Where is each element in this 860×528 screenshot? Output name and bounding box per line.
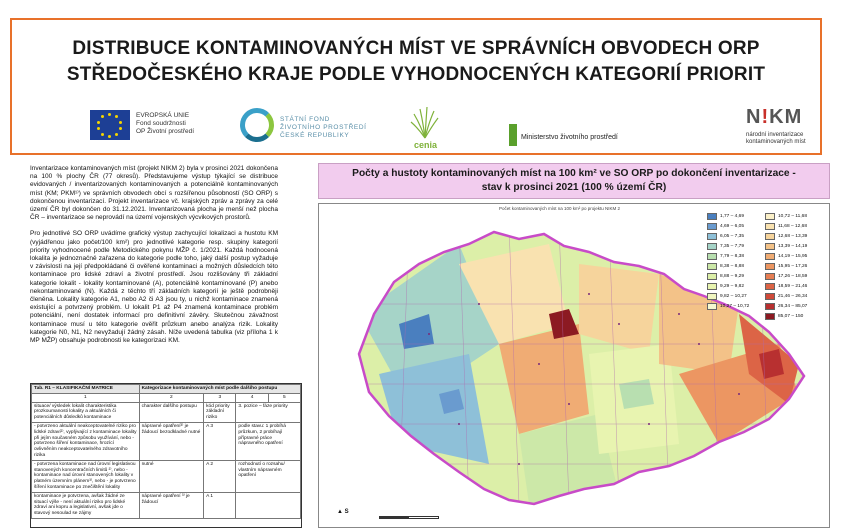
title-line-2: STŘEDOČESKÉHO KRAJE PODLE VYHODNOCENÝCH KATEGORIÍ PRIORIT (66, 64, 766, 85)
legend-item (765, 232, 807, 241)
legend-swatch (707, 223, 717, 230)
logo-strip (12, 106, 820, 154)
row1-action (139, 422, 204, 460)
legend-swatch (765, 263, 775, 270)
map-subtitle: Počet kontaminovaných míst na 100 km² po projektu NIKM 2 (499, 206, 621, 211)
col-header-3 (204, 402, 236, 422)
nikm-line-2: kontaminovaných míst (746, 139, 806, 145)
legend-item (765, 282, 807, 291)
legend-item (707, 212, 744, 221)
legend-swatch (707, 283, 717, 290)
legend-label: 7,79 – 8,38 (720, 254, 745, 259)
row1-action-a: nápravné opatření³⁾ je žádoucí (141, 423, 189, 435)
legend-swatch (707, 243, 717, 250)
row1-code-b: 3 (210, 423, 214, 429)
nikm-logo-text (746, 132, 806, 146)
legend-item (707, 262, 744, 271)
legend-swatch (765, 253, 775, 260)
sfzp-logo-text (280, 116, 367, 140)
nikm-suffix: KM (769, 106, 803, 128)
intro-paragraph-2: Pro jednotlivé SO ORP uvádíme grafický výstup zachycující lokalizaci a hustotu KM (vyjádřenou jako počet/100 km²) pro jednotlivé kategorie resp. skupiny kategorií priority vyhodnocené podle Metodického pokynu MŽP č. 1/2021. Každá hodnocená lokalita je jednoznačně zařazena do kategorie podle toho, jaký další postup vyžaduje v závislosti na její předpokládané či ověřené kontaminaci a možných důsledcích této kontaminace pro lidské zdraví a životní prostředí. Jsou rozlišovány tři základní kategorie lokalit - lokality kontaminované (A), potenciálně kontaminované (P) anebo nekontaminované (N). Každá z těchto tří základních kategorií je ještě podrobněji členěna. Lokality kategorie A1, nebo A2 či A3 jsou ty, u nichž kontaminace znamená existující a potvrzený problém. U lokalit P1 až P4 znamená kontaminace problém potenciální, není dostatek informací pro definitivní závěry. Skutečnou závažnost kontaminace musí u této kategorie ověřit průzkum anebo analýza rizik. Lokality kategorie N0, N1, N2 nevyžadují žádný zásah. Níže uvedená tabulka (viz příloha 1 k MP MŽP) obsahuje podrobnosti ke kategorizaci KM. (30, 230, 278, 345)
legend-item (765, 252, 807, 261)
scale-bar (379, 516, 439, 519)
legend-swatch (765, 213, 775, 220)
mzp-logo-text: Ministerstvo životního prostředí (521, 134, 618, 141)
map-title-line-2: stav k prosinci 2021 (100 % území ČR) (481, 182, 667, 193)
col-num-2: 2 (139, 393, 204, 402)
row3-action: nápravné opatření ³⁾ je žádoucí (139, 492, 204, 518)
legend-swatch (707, 233, 717, 240)
legend-label: 6,05 – 7,35 (720, 234, 745, 239)
intro-paragraph-1: Inventarizace kontaminovaných míst (projekt NIKM 2) byla v prosinci 2021 dokončena na 100 % plochy ČR (77 okresů). Představujeme výstup týkající se distribuce evidovaných / inventarizovaných kontaminovaných a potenciálně kontaminovaných míst (KM; PKM¹⁾) ve správních obvodech obcí s rozšířenou působností (SO ORP) s dokončenou inventarizací. Projekt inventarizace vč. krajských zpráv a zprávy za celé území ČR byl dokončen do 31.12.2021. Inventarizovaná plocha je menší než plocha ČR – inventarizace se neprovádí na území vojenských výcvikových prostorů. (30, 165, 278, 222)
col-num-1: 1 (32, 393, 140, 402)
legend-label: 10,72 – 11,68 (778, 214, 807, 219)
row2-action: nutné (139, 460, 204, 492)
row3-situation: kontaminace je potvrzena, avšak žádné ze situací výše - není aktuální riziko pro lidské zdraví ani kopru a legislativní, avšak jde o stavový nesoulad se zájmy (32, 492, 140, 518)
legend-label: 26,34 – 85,07 (778, 304, 808, 309)
col-header-4: 3. pozice – fáze priority (236, 402, 301, 422)
legend-label: 11,68 – 12,68 (778, 224, 807, 229)
legend-label: 15,95 – 17,26 (778, 264, 808, 269)
legend-item (765, 262, 807, 271)
nikm-wordmark (746, 106, 802, 129)
sfzp-line-2: ŽIVOTNÍHO PROSTŘEDÍ (280, 124, 367, 131)
eu-line-1: EVROPSKÁ UNIE (136, 112, 190, 119)
eu-logo (84, 106, 234, 154)
row2-code-b: 2 (210, 461, 214, 467)
sfzp-circle-icon (240, 108, 274, 142)
table-row (32, 492, 301, 518)
legend-swatch (765, 303, 775, 310)
north-label: S (344, 509, 349, 515)
col-header-2: charakter dalšího postupu (139, 402, 204, 422)
cenia-spark-icon (410, 106, 440, 140)
legend-item (707, 242, 744, 251)
legend-swatch (765, 233, 775, 240)
legend-label: 14,19 – 15,95 (778, 254, 808, 259)
legend-item (707, 282, 744, 291)
legend-label: 7,35 – 7,79 (720, 244, 745, 249)
legend-item (765, 302, 807, 311)
mzp-bar-icon (509, 124, 517, 146)
legend-label: 18,59 – 21,46 (778, 284, 808, 289)
legend-item (707, 302, 749, 311)
row3-code-b: 1 (210, 493, 214, 499)
legend-item (765, 292, 807, 301)
col-num-5: 5 (268, 393, 300, 402)
legend-item (765, 212, 807, 221)
title-line-1: DISTRIBUCE KONTAMINOVANÝCH MÍST VE SPRÁVNÍCH OBVODECH ORP (72, 38, 760, 59)
cenia-wordmark: cenia (414, 140, 438, 150)
legend-label: 12,68 – 13,39 (778, 234, 808, 239)
legend-swatch (707, 213, 717, 220)
row3-code-a: A (206, 493, 210, 499)
legend-item (765, 222, 807, 231)
legend-label: 4,69 – 6,05 (720, 224, 745, 229)
legend-label: 9,82 – 10,27 (720, 294, 747, 299)
map-graphic (319, 204, 829, 527)
legend-swatch (765, 283, 775, 290)
row1-situation: - potvrzeno aktuální neakceptovatelné riziko pro lidské zdraví²⁾, vyplývající z kontaminace lokality při jejím současném způsobu využívání, nebo - potvrzeno šíření kontaminace, hrozící ovlivněním neakceptovatelného zdravotního rizika (32, 422, 140, 460)
intro-text (30, 165, 278, 353)
legend-label: 9,29 – 9,82 (720, 284, 745, 289)
legend-label: 85,07 – 150 (778, 314, 804, 319)
sfzp-line-1: STÁTNÍ FOND (280, 116, 330, 123)
eu-flag-icon (90, 110, 130, 140)
row1-code (204, 422, 236, 460)
map-title (318, 163, 830, 199)
legend-swatch (707, 303, 717, 310)
legend-item (707, 222, 744, 231)
page-title (12, 36, 820, 88)
row3-code (204, 492, 236, 518)
legend-item (765, 272, 807, 281)
legend-label: 8,88 – 9,29 (720, 274, 745, 279)
table-row (32, 460, 301, 492)
header-box (10, 18, 822, 155)
legend-label: 13,39 – 14,19 (778, 244, 808, 249)
row1-code-a: A (206, 423, 210, 429)
row2-code-a: A (206, 461, 210, 467)
col-num-4: 4 (236, 393, 268, 402)
cenia-logo (400, 106, 460, 154)
sfzp-logo (238, 106, 378, 154)
north-arrow-icon: ▲ S (337, 509, 349, 515)
col-header-3-label: kód priority (206, 403, 230, 409)
czech-orp-map (318, 203, 830, 528)
legend-label: 8,38 – 8,88 (720, 264, 745, 269)
legend-item (707, 252, 744, 261)
nikm-mark: ! (761, 106, 770, 128)
legend-swatch (707, 263, 717, 270)
row1-phase: podle stavu: 1 probíhá průzkum, 2 probíhají přípravné práce nápravného opatření (236, 422, 301, 460)
legend-label: 10,27 – 10,72 (720, 304, 750, 309)
legend-label: 17,26 – 18,59 (778, 274, 808, 279)
col-num-3: 3 (204, 393, 236, 402)
legend-item (707, 272, 744, 281)
eu-line-2: Fond soudržnosti (136, 120, 186, 127)
legend-swatch (765, 293, 775, 300)
row3-phase (236, 492, 301, 518)
row1-action-b: bezodkladné nutné (159, 429, 201, 435)
col-header-3b: riziko (206, 415, 218, 421)
nikm-logo (742, 106, 832, 154)
table-caption: Tab. R1 – KLASIFIKAČNÍ MATRICE (32, 385, 140, 394)
legend-swatch (765, 273, 775, 280)
legend-swatch (765, 243, 775, 250)
eu-line-3: OP Životní prostředí (136, 128, 195, 135)
legend-item (765, 242, 807, 251)
legend-label: 1,77 – 4,69 (720, 214, 745, 219)
col-header-3a: základní (206, 409, 225, 415)
legend-item (707, 232, 744, 241)
table-row (32, 422, 301, 460)
classification-table (30, 383, 302, 528)
row2-situation: - potvrzena kontaminace nad úrovní legislativou stanovených koncentračních limitů ²⁾, nebo - kontaminace nad úrovní stanovených lokality v platném územním plánem³⁾, nebo - je potvrzeno šíření kontaminace po znečištění lokality (32, 460, 140, 492)
row2-phase: rozhodnutí o rozsahu/ vlastním nápravném opatření (236, 460, 301, 492)
legend-item (707, 292, 747, 301)
legend-swatch (707, 293, 717, 300)
mzp-logo (509, 106, 649, 154)
sfzp-line-3: ČESKÉ REPUBLIKY (280, 132, 350, 139)
legend-item (765, 312, 803, 321)
eu-logo-text (136, 112, 194, 136)
legend-swatch (765, 223, 775, 230)
legend-swatch (707, 253, 717, 260)
legend-swatch (765, 313, 775, 320)
nikm-line-1: národní inventarizace (746, 132, 804, 138)
table-head: Kategorizace kontaminovaných míst podle dalšího postupu (139, 385, 300, 394)
legend-swatch (707, 273, 717, 280)
nikm-prefix: N (746, 106, 762, 128)
row2-code (204, 460, 236, 492)
legend-label: 21,46 – 26,34 (778, 294, 808, 299)
map-title-line-1: Počty a hustoty kontaminovaných míst na 100 km² ve SO ORP po dokončení inventarizace - (352, 168, 796, 179)
col-header-1: situace/ výsledek lokalit charakteristika prozkoumanosti lokality a aktuálních či potenciálních důsledků kontaminace (32, 402, 140, 422)
